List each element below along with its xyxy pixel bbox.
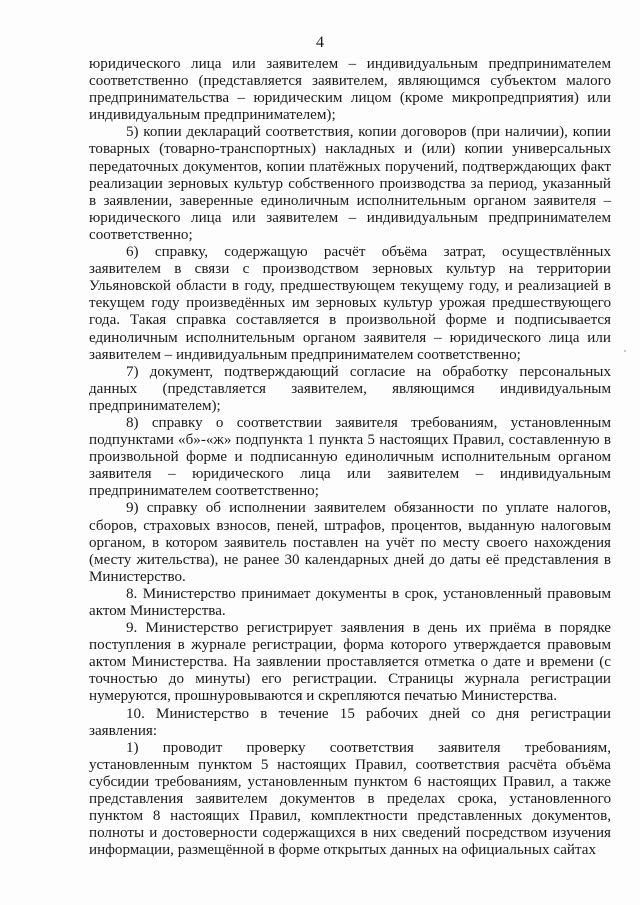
list-item-7: 7) документ, подтверждающий согласие на обработку персональных данных (представляется заявителем, являющимся индивидуальным предпринимателем); bbox=[89, 363, 611, 414]
list-item-6: 6) справку, содержащую расчёт объёма затрат, осуществлённых заявителем в связи с производством зерновых культур на территории Ульяновской области в году, предшествующем текущему году, и реализацией в текущем году произведённых им зерновых культур урожая предшествующего года. Такая справка составляется в произвольной форме и подписывается единоличным исполнительным органом заявителя – юридического лица или заявителем – индивидуальным предпринимателем соответственно; bbox=[89, 244, 611, 363]
list-item-9: 9) справку об исполнении заявителем обязанности по уплате налогов, сборов, страховых взносов, пеней, штрафов, процентов, выданную налоговым органом, в котором заявитель поставлен на учёт по месту своего нахождения (месту жительства), не ранее 30 календарных дней до даты её представления в Министерство. bbox=[89, 500, 611, 585]
list-item-5: 5) копии деклараций соответствия, копии договоров (при наличии), копии товарных (товарно-транспортных) накладных и (или) копии универсальных передаточных документов, копии платёжных поручений, подтверждающих факт реализации зерновых культур собственного производства за период, указанный в заявлении, заверенные единоличным исполнительным органом заявителя – юридического лица или заявителем – индивидуальным предпринимателем соответственно; bbox=[89, 124, 611, 243]
clause-8: 8. Министерство принимает документы в срок, установленный правовым актом Министерства. bbox=[89, 585, 611, 619]
paragraph-continuation: юридического лица или заявителем – индивидуальным предпринимателем соответственно (представляется заявителем, являющимся субъектом малого предпринимательства – юридическим лицом (кроме микропредприятия) или индивидуальным предпринимателем); bbox=[89, 56, 611, 124]
document-body bbox=[89, 56, 611, 859]
clause-9: 9. Министерство регистрирует заявления в день их приёма в порядке поступления в журнале регистрации, форма которого утверждается правовым актом Министерства. На заявлении проставляется отметка о дате и времени (с точностью до минуты) его регистрации. Страницы журнала регистрации нумеруются, прошнуровываются и скрепляются печатью Министерства. bbox=[89, 620, 611, 705]
scan-artifact bbox=[624, 350, 626, 352]
list-item-8: 8) справку о соответствии заявителя требованиям, установленным подпунктами «б»-«ж» подпункта 1 пункта 5 настоящих Правил, составленную в произвольной форме и подписанную единоличным исполнительным органом заявителя – юридического лица или заявителем – индивидуальным предпринимателем соответственно; bbox=[89, 414, 611, 500]
page-number: 4 bbox=[316, 34, 324, 51]
clause-10: 10. Министерство в течение 15 рабочих дней со дня регистрации заявления: bbox=[89, 705, 611, 739]
clause-10-item-1: 1) проводит проверку соответствия заявителя требованиям, установленным пунктом 5 настоящих Правил, соответствия расчёта объёма субсидии требованиям, установленным пунктом 6 настоящих Правил, а также представления заявителем документов в пределах срока, установленного пунктом 8 настоящих Правил, комплектности представленных документов, полноты и достоверности содержащихся в них сведений посредством изучения информации, размещённой в форме открытых данных на официальных сайтах bbox=[89, 739, 611, 859]
